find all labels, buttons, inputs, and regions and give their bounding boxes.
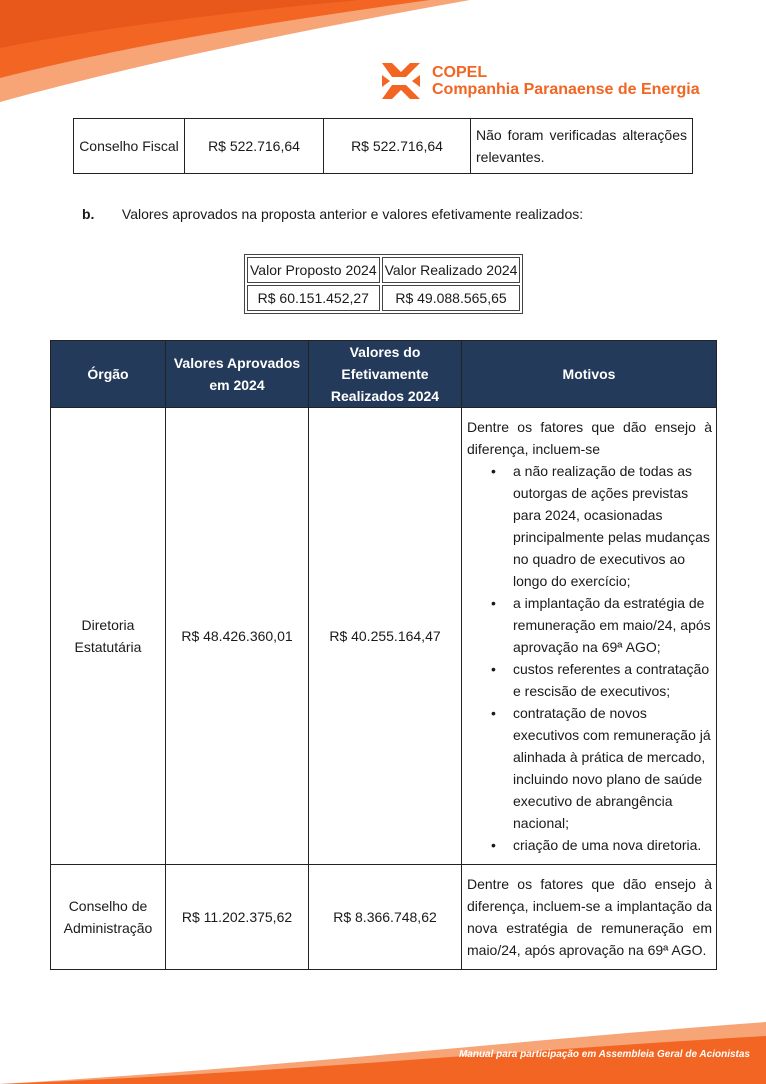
valor-proposto: R$ 60.151.452,27 — [247, 285, 380, 311]
motivo-list — [467, 460, 712, 856]
copel-logo — [380, 61, 700, 101]
orgao-cell: Conselho de Administração — [51, 865, 166, 970]
list-item: • a implantação da estratégia de remuneração em maio/24, após aprovação na 69ª AGO; — [513, 592, 712, 658]
aprovado-cell: R$ 11.202.375,62 — [166, 865, 309, 970]
list-item: • a não realização de todas as outorgas de ações previstas para 2024, ocasionadas principalmente pelas mudanças no quadro de executivos ao longo do exercício; — [513, 460, 712, 592]
table-row — [51, 865, 717, 970]
conselho-fiscal-table — [73, 118, 693, 174]
brand-full-name: Companhia Paranaense de Energia — [432, 81, 700, 98]
motivo-cell: Não foram verificadas alterações relevantes. — [471, 119, 693, 174]
orgao-cell: Conselho Fiscal — [74, 119, 185, 174]
valor-realizado: R$ 49.088.565,65 — [382, 285, 521, 311]
aprovado-cell: R$ 522.716,64 — [185, 119, 324, 174]
brand-name: COPEL — [432, 64, 488, 81]
header-realizados: Valores do Efetivamente Realizados 2024 — [309, 341, 462, 408]
realizado-cell: R$ 40.255.164,47 — [309, 408, 462, 865]
motivo-intro: Dentre os fatores que dão ensejo à diferença, incluem-se — [467, 419, 712, 457]
header-aprovados: Valores Aprovados em 2024 — [166, 341, 309, 408]
motivo-cell: Dentre os fatores que dão ensejo à diferença, incluem-se a implantação da nova estratégia de remuneração em maio/24, após aprovação na 69ª AGO. — [462, 865, 717, 970]
list-item: • contratação de novos executivos com remuneração já alinhada à prática de mercado, incluindo novo plano de saúde executivo de abrangência nacional; — [513, 702, 712, 834]
list-item: • custos referentes a contratação e rescisão de executivos; — [513, 658, 712, 702]
list-item: • criação de uma nova diretoria. — [513, 834, 712, 856]
header-proposto: Valor Proposto 2024 — [247, 257, 380, 283]
table-row — [247, 285, 520, 311]
realizado-cell: R$ 522.716,64 — [324, 119, 471, 174]
motivo-cell — [462, 408, 717, 865]
summary-table — [244, 254, 523, 314]
footer-text: Manual para participação em Assembleia Geral de Acionistas — [458, 1049, 750, 1060]
section-text: Valores aprovados na proposta anterior e valores efetivamente realizados: — [121, 206, 584, 222]
header-orgao: Órgão — [51, 341, 166, 408]
aprovado-cell: R$ 48.426.360,01 — [166, 408, 309, 865]
section-letter: b. — [82, 206, 95, 222]
table-row — [51, 408, 717, 865]
copel-logo-icon — [380, 61, 422, 101]
header-realizado: Valor Realizado 2024 — [382, 257, 521, 283]
section-b — [82, 206, 583, 222]
header-motivos: Motivos — [462, 341, 717, 408]
realizado-cell: R$ 8.366.748,62 — [309, 865, 462, 970]
table-header-row — [51, 341, 717, 408]
orgao-cell: Diretoria Estatutária — [51, 408, 166, 865]
table-row — [247, 257, 520, 283]
footer-swoosh — [0, 1010, 766, 1084]
remuneration-table — [50, 340, 717, 970]
table-row — [74, 119, 693, 174]
